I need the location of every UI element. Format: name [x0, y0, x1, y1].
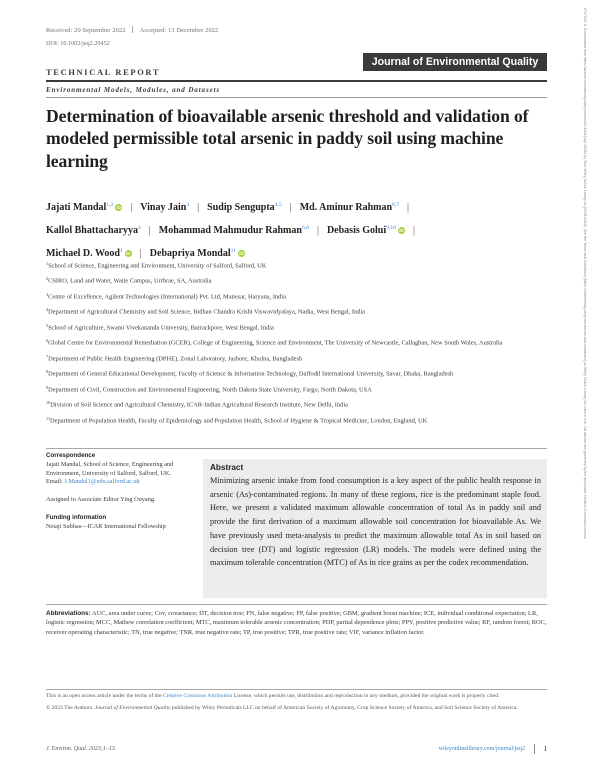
abbreviations [46, 604, 547, 637]
footer-divider [534, 744, 535, 754]
affiliation: $^9$Department of Civil, Construction and Environmental Engineering, North Dakota State University, Fargo, North Dakota, USA [46, 384, 372, 394]
author[interactable]: Md. Aminur Rahman$^{6,7}$ [299, 202, 400, 213]
header-rule-thin [46, 97, 547, 98]
orcid-icon[interactable]: iD [125, 251, 131, 256]
cc-license-link[interactable]: Creative Commons Attribution [162, 693, 233, 699]
orcid-icon[interactable]: iD [239, 251, 244, 256]
affiliation: $^5$School of Agriculture, Swami Vivekananda University, Barrackpore, West Bengal, India [46, 322, 274, 332]
page-footer [46, 743, 547, 763]
author-separator: | [412, 225, 415, 236]
author-separator: | [316, 225, 319, 236]
author[interactable]: Mohammad Mahmudur Rahman$^{6,8}$ [158, 225, 309, 236]
author-list [46, 195, 551, 264]
correspondence-email-line: Email: J.Mandal1@edu.salford.ac.uk [46, 478, 140, 486]
date-divider [132, 26, 133, 33]
author[interactable]: Jajati Mandal$^{1,2}$ iD [46, 202, 122, 213]
abstract-heading: Abstract [210, 463, 244, 472]
affiliations [46, 259, 551, 429]
abbreviations-label: Abbreviations: [46, 610, 91, 617]
author[interactable]: Vinay Jain$^3$ [140, 202, 190, 213]
abstract-text: Minimizing arsenic intake from food consumption is a key aspect of the public health response in arsenic (As)-contaminated regions. In many of these regions, rice is the predominant staple food. Here, we present a validated maximum allowable concentration of total As in paddy soil and provide the first derivation of a maximum allowable soil concentration for bioavailable As. We have previously used meta-analysis to predict the maximum allowable total As in soil based on decision tree (DT) and logistic regression (LR) models. The models were defined using the maximum tolerable concentration (MTC) of As in rice grains as per the codex recommendation. [210, 476, 541, 568]
doi[interactable]: DOI: 10.1002/jeq2.20452 [46, 40, 110, 47]
author-separator: | [130, 202, 133, 213]
correspondence-column [46, 452, 194, 532]
license-block [46, 689, 547, 713]
affiliation: $^1$School of Science, Engineering and Environment, University of Salford, Salford, UK [46, 261, 267, 270]
article-type: TECHNICAL REPORT [46, 68, 161, 77]
license-statement: This is an open access article under the terms of the Creative Commons Attribution License, which permits use, distribution and reproduction in any medium, provided the original work is properly cited. [46, 693, 500, 699]
email-link[interactable]: J.Mandal1@edu.salford.ac.uk [64, 478, 140, 486]
copyright-statement: © 2023 The Authors. Journal of Environmental Quality published by Wiley Periodicals LLC on behalf of American Society of Agronomy, Crop Science Society of America, and Soil Science Society of America. [46, 705, 518, 712]
correspondence-body: Jajati Mandal, School of Science, Engineering and Environment, University of Salford, Salford, UK. [46, 460, 174, 477]
affiliation: $^6$Global Centre for Environmental Remediation (GCER), College of Engineering, Science and Environment, The University of Newcastle, Callaghan, New South Wales, Australia [46, 338, 503, 348]
author-separator: | [289, 202, 292, 213]
journal-brand-bar: Journal of Environmental Quality [363, 53, 547, 71]
accepted-date: Accepted: 13 December 2022 [139, 27, 219, 34]
affiliation: $^{11}$Department of Population Health, Faculty of Epidemiology and Population Health, School of Hygiene & Tropical Medicine, London, England, UK [46, 415, 428, 425]
affiliation: $^2$CSIRO, Land and Water, Waite Campus, Urrbrae, SA, Australia [46, 276, 212, 286]
author-separator: | [197, 202, 200, 213]
affiliation: $^4$Department of Agricultural Chemistry and Soil Science, Bidhan Chandra Krishi Viswavidyalaya, Nadia, West Bengal, India [46, 307, 365, 317]
correspondence-heading: Correspondence [46, 452, 96, 459]
author-separator: | [139, 248, 142, 259]
page-number: 1 [543, 745, 547, 753]
article-header [46, 26, 546, 47]
author[interactable]: Michael D. Wood$^1$ iD [46, 248, 131, 259]
journal-citation: J. Environ. Qual. 2023;1–13. [46, 746, 117, 752]
journal-site-link[interactable]: wileyonlinelibrary.com/journal/jeq2 [438, 746, 525, 752]
affiliation: $^{10}$Division of Soil Science and Agricultural Chemistry, ICAR-Indian Agricultural Research Institute, New Delhi, India [46, 400, 348, 409]
article-dates [46, 26, 546, 34]
spacer [46, 487, 194, 496]
funding-heading: Funding information [46, 513, 107, 521]
author[interactable]: Debasis Golui$^{9,10}$ iD [326, 225, 404, 236]
download-sidebar-text: 8727523, 0, Downloaded from https://acsess.onlinelibrary.wiley.com/doi/10.1002/jeq2.20452 by Test, Wiley Online Library on [20/01/2023]. See the Terms and Conditions (https://onlinelibrary.wiley.com/terms-and-conditions) on Wiley Online Library for rules of use; OA articles are governed by the applicable Creative Commons License [583, 8, 587, 539]
orcid-icon[interactable]: iD [116, 205, 122, 210]
spacer [46, 505, 194, 514]
abstract-box [203, 459, 547, 598]
received-date: Received: 20 September 2022 [46, 27, 126, 34]
article-title: Determination of bioavailable arsenic threshold and validation of modeled permissible total arsenic in paddy soil using machine learning [46, 106, 529, 171]
abbreviations-text: AUC, area under curve; Cov, covariance; DT, decision tree; FN, false negative; FP, false positive; GBM, gradient boost machine; ICE, individual conditional expectation; LR, logistic regression; MCC, Mathew correlation coefficient; MTC, maximum tolerable arsenic concentration; PDP, partial dependence plots; PPV, positive predictive value; RF, random forest; ROC, receiver operating characteristic; TN, true negative; TNR, true negative rate; TP, true positive; TPR, true positive rate; VIF, variance inflation factor. [46, 610, 547, 636]
article-subsection: Environmental Models, Modules, and Datasets [46, 86, 221, 94]
affiliation: $^7$Department of Public Health Engineering (DPHE), Zonal Laboratory, Jashore, Khulna, Bangladesh [46, 353, 303, 363]
author[interactable]: Sudip Sengupta$^{4,5}$ [207, 202, 282, 213]
affiliation: $^3$Centre of Excellence, Agilent Technologies (International) Pvt. Ltd, Manesar, Haryana, India [46, 291, 286, 301]
author-separator: | [407, 202, 410, 213]
header-rule [46, 80, 547, 82]
orcid-icon[interactable]: iD [399, 228, 404, 233]
editor-note: Assigned to Associate Editor Ying Ouyang. [46, 496, 156, 504]
funding-body: Netaji Subhas—ICAR International Fellowship [46, 522, 166, 530]
author[interactable]: Kallol Bhattacharyya$^4$ [46, 225, 141, 236]
author-separator: | [148, 225, 151, 236]
author[interactable]: Debapriya Mondal$^{11}$ iD [149, 248, 244, 259]
section-divider [46, 448, 547, 449]
affiliation: $^8$Department of General Educational Development, Faculty of Science & Information Technology, Daffodil International University, Savar, Dhaka, Bangladesh [46, 369, 454, 378]
